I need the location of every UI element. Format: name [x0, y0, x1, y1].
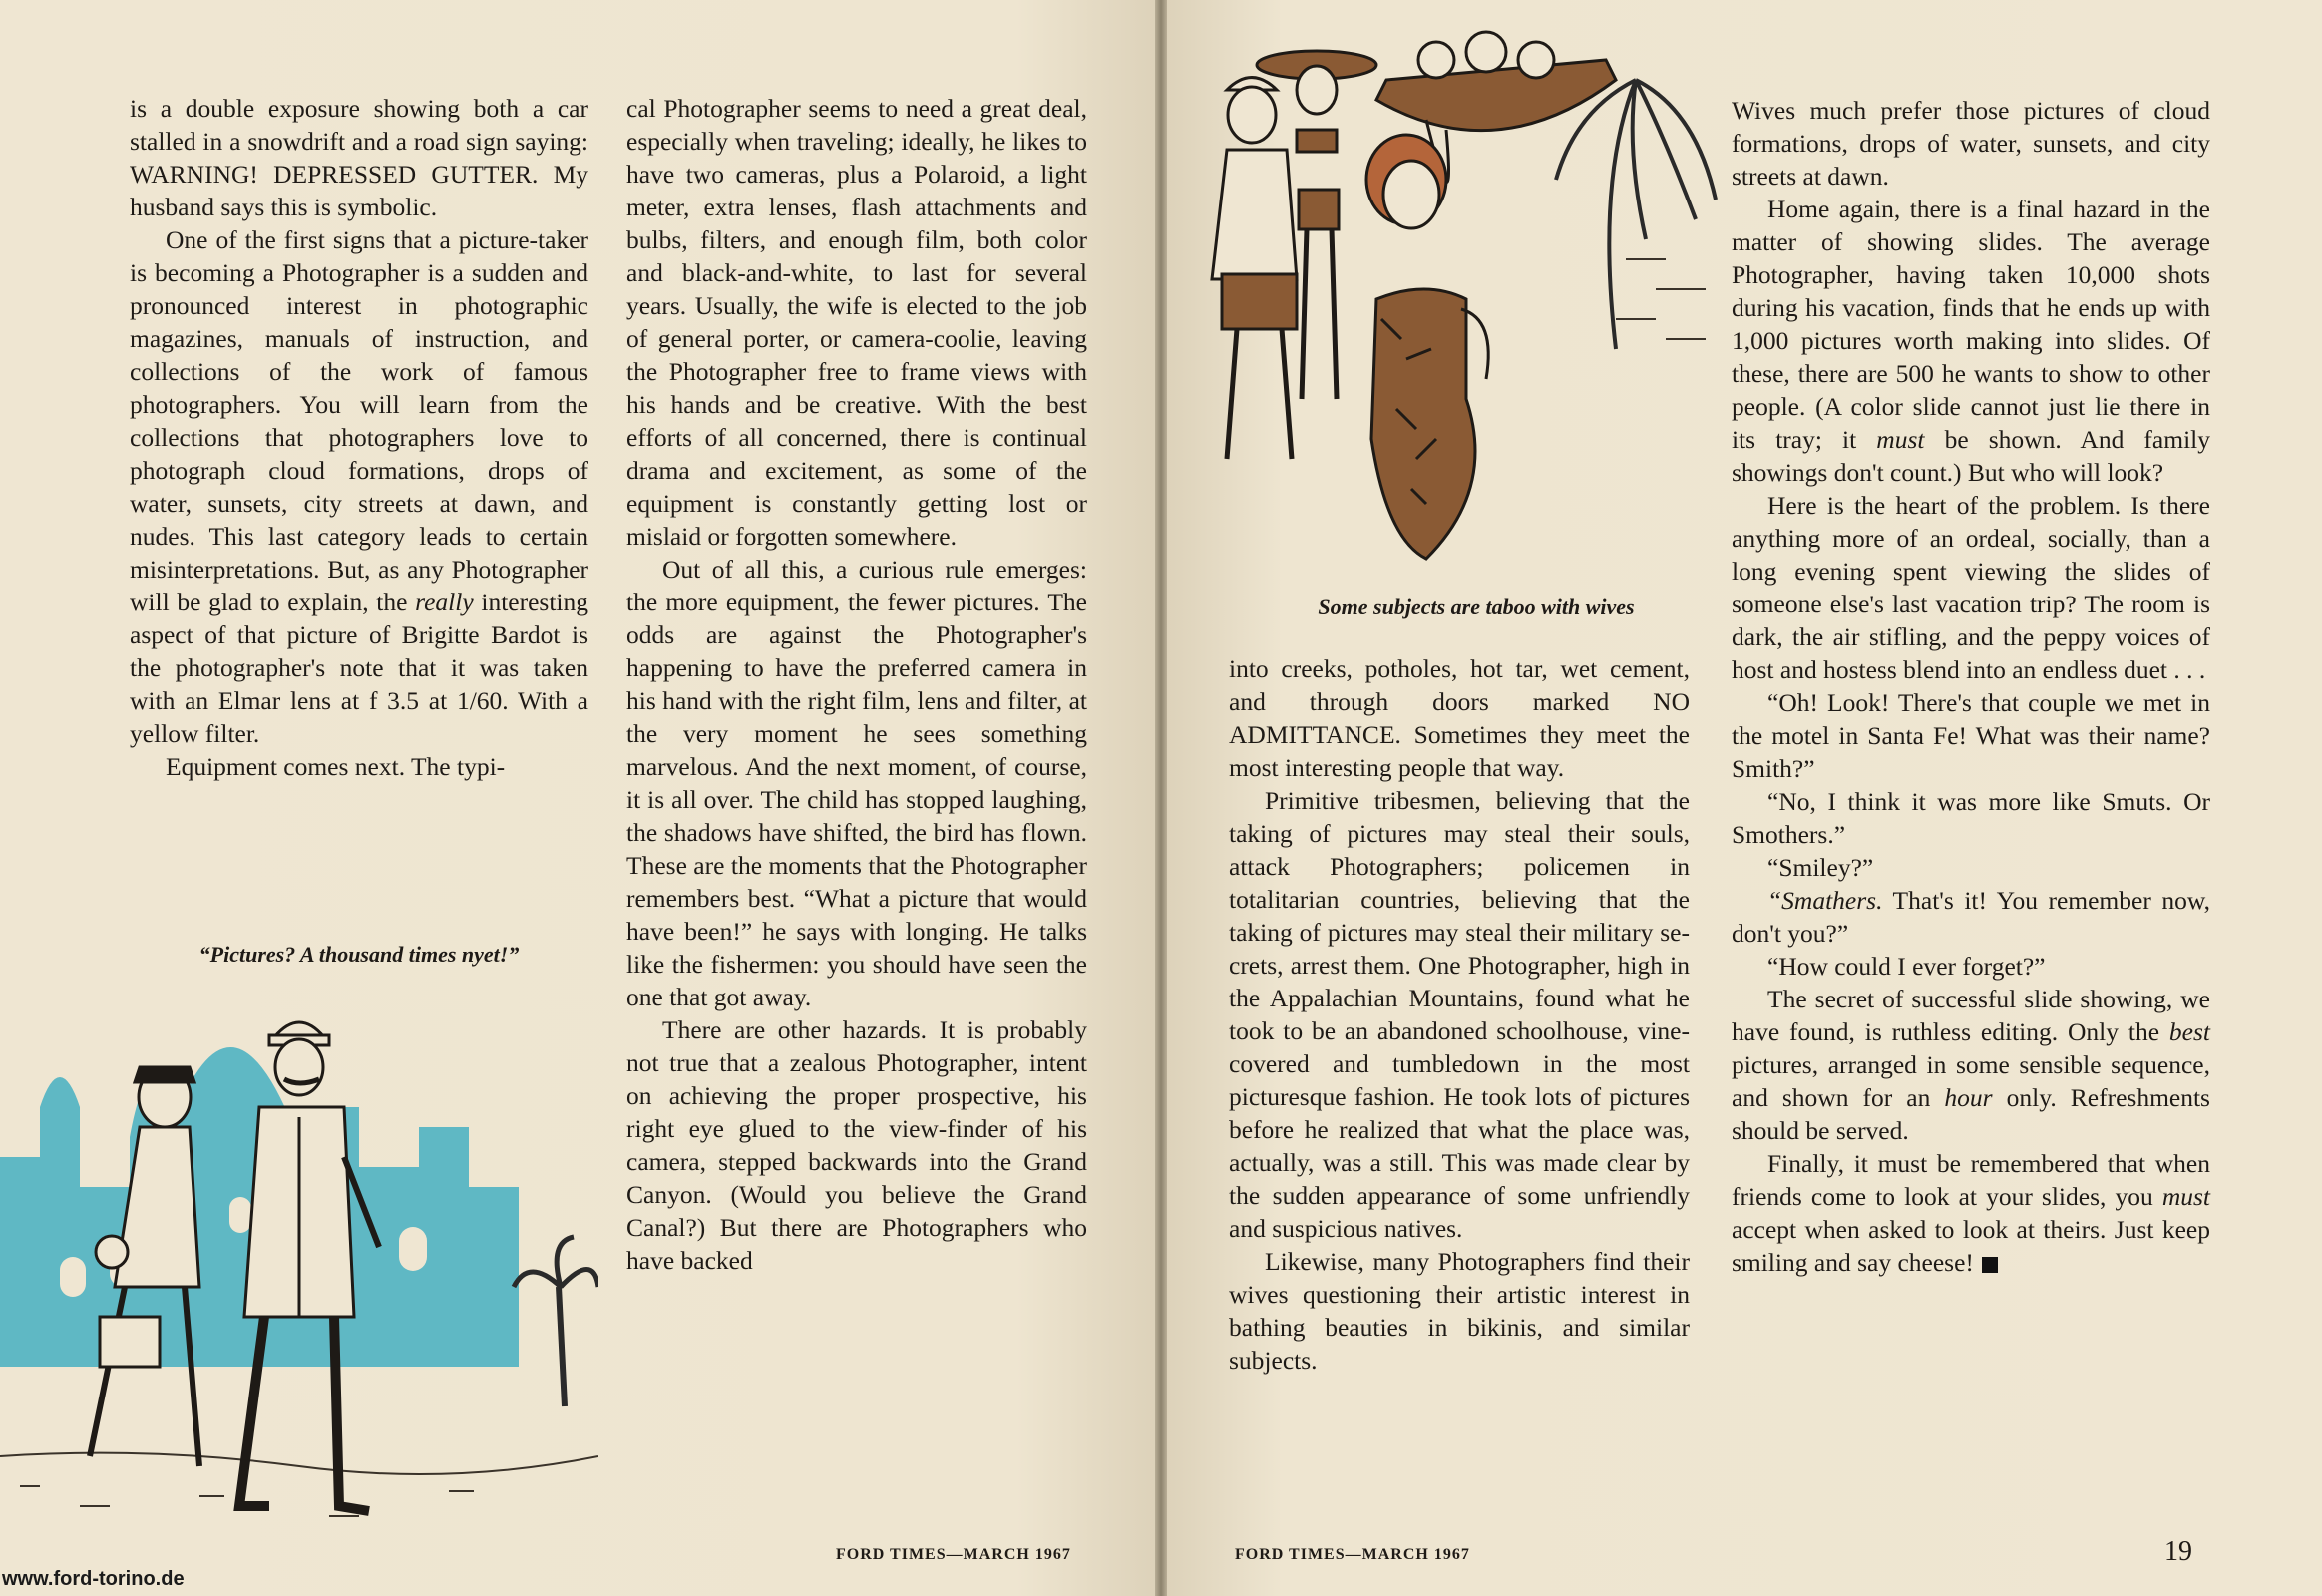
paragraph: Here is the heart of the problem. Is there anything more of an ordeal, socially, than a long evening spent viewing the slides of someone else's last vacation trip? The room is dark, the air stifling, and the peppy voices of host and hostess blend into an endless duet . . .	[1732, 491, 2210, 684]
window-arch	[399, 1227, 427, 1271]
paragraph: Primitive tribesmen, believing that the taking of pictures may steal their souls, attack Photographers; policemen in totalitarian countries, believing that the taking of pictures may steal their military secrets, arrest them. One Photographer, high in the Appalachian Mountains, found what he took to be an abandoned schoolhouse, vine-covered and tumbledown in the most picturesque fashion. He took lots of pictures before he realized that what the place was, actually, was a still. This was made clear by the sudden appearance of some unfriendly and suspicious natives.	[1229, 786, 1690, 1243]
text-run: be shown. And family showings don't count.) But who will look?	[1732, 425, 2210, 487]
end-of-article-mark	[1982, 1257, 1998, 1273]
emphasis: must	[2161, 1182, 2210, 1211]
right-column-2	[1732, 94, 2210, 1279]
illustration-caption: Some subjects are taboo with wives	[1318, 595, 1635, 619]
fruit	[1518, 42, 1554, 78]
beach-photographer-illustration	[1197, 20, 1755, 589]
watermark: www.ford-torino.de	[2, 1568, 185, 1590]
palm-fronds	[514, 1237, 598, 1287]
palm-trunk	[559, 1287, 565, 1406]
photographer-and-guard-illustration	[0, 988, 598, 1556]
paragraph: Out of all this, a curious rule emerges: the more equipment, the fewer pictures. The odds are against the Photographer's happening to have the preferred camera in his hand with the right film, lens and filter, at the very moment he sees something marvelous. And the next moment, of course, it is all over. The child has stopped laughing, the shadows have shifted, the bird has flown. These are the moments that the Photographer remembers best. “What a picture that would have been!” he says with longing. He talks like the fishermen: you should have seen the one that got away.	[626, 555, 1087, 1011]
window-arch	[60, 1257, 86, 1297]
paragraph	[130, 223, 588, 750]
paragraph: into creeks, potholes, hot tar, wet cement, and through doors marked NO ADMITTANCE. Sometimes they meet the most interesting people that way.	[1229, 654, 1690, 782]
left-page	[0, 0, 1155, 1596]
traveler-figure	[90, 1067, 199, 1466]
emphasis: hour	[1944, 1083, 1993, 1112]
paragraph: cal Photographer seems to need a great deal, especially when traveling; ideally, he likes to have two cameras, plus a Polaroid, a light meter, extra lenses, flash attachments and bulbs, filters, and enough film, both color and black-and-white, to last for several years. Usually, the wife is elected to the job of general porter, or camera-coolie, leaving the Photographer free to frame views with his hands and be creative. With the best efforts of all concerned, there is continual drama and excitement, as some of the equipment is constantly getting lost or mislaid or forgotten somewhere.	[626, 94, 1087, 551]
paragraph	[1732, 983, 2210, 1147]
paragraph: “No, I think it was more like Smuts. Or Smothers.”	[1732, 787, 2210, 849]
right-page	[1167, 0, 2322, 1596]
paragraph: “How could I ever forget?”	[1767, 952, 2046, 981]
emphasis: best	[2168, 1017, 2210, 1046]
woman-figure	[1366, 120, 1488, 559]
text-run: That's it! You remember now, don't you?”	[1732, 886, 2210, 948]
page-number: 19	[2164, 1536, 2192, 1567]
text-run: accept when asked to look at theirs. Just keep smiling and say cheese!	[1732, 1215, 2210, 1277]
paragraph: There are other hazards. It is probably not true that a zealous Photographer, intent on achieving the proper prospective, his right eye glued to the view-finder of his camera, stepped backwards into the Grand Canyon. (Would you believe the Grand Canal?) But there are Photographers who have backed	[626, 1015, 1087, 1275]
text-run: interesting aspect of that picture of Brigitte Bardot is the photographer's note that it was taken with an Elmar lens at f 3.5 at 1/60. With a yellow filter.	[130, 588, 589, 748]
text-run: pictures, arranged in some sensible sequence, and shown for an	[1732, 1050, 2210, 1112]
paragraph: is a double exposure showing both a car stalled in a snowdrift and a road sign saying: WARNING! DEPRESSED GUTTER. My husband says this is symbolic.	[130, 94, 588, 221]
text-run: The secret of successful slide showing, we have found, is ruthless editing. Only the	[1732, 985, 2210, 1046]
tourist-photographer-figure	[1212, 78, 1297, 460]
water-lines	[1616, 259, 1706, 339]
window-arch	[229, 1197, 251, 1233]
paragraph	[1732, 1147, 2210, 1279]
text-run: Finally, it must be remembered that when friends come to look at your slides, you	[1732, 1149, 2210, 1211]
fruit	[1466, 32, 1506, 72]
paragraph	[1732, 884, 2210, 950]
page-footer: FORD TIMES—MARCH 1967	[1235, 1546, 1470, 1563]
text-run: Home again, there is a final hazard in the matter of showing slides. The average Photographer, having taken 10,000 shots during his vacation, finds that he ends up with 1,000 pictures worth making into slides. Of these, there are 500 he wants to show to other people. (A color slide cannot just lie there in its tray; it	[1732, 195, 2210, 454]
illustration-caption: “Pictures? A thousand times nyet!”	[198, 942, 520, 967]
paragraph	[1732, 193, 2210, 489]
emphasis: “Smathers.	[1767, 886, 1883, 915]
emphasis: must	[1876, 425, 1925, 454]
paragraph: “Oh! Look! There's that couple we met in the motel in Santa Fe! What was their name? Smith?”	[1732, 688, 2210, 783]
paragraph: Equipment comes next. The typi-	[166, 752, 506, 781]
left-column-1	[130, 92, 588, 783]
paragraph: Wives much prefer those pictures of cloud formations, drops of water, sunsets, and city streets at dawn.	[1732, 96, 2210, 191]
paragraph: Likewise, many Photographers find their wives questioning their artistic interest in bathing beauties in bikinis, and similar subjects.	[1229, 1247, 1690, 1375]
left-column-2	[626, 92, 1087, 1277]
paragraph: “Smiley?”	[1767, 853, 1874, 882]
emphasis: really	[415, 588, 474, 616]
page-footer: FORD TIMES—MARCH 1967	[836, 1546, 1071, 1563]
text-run: One of the first signs that a picture-taker is becoming a Photographer is a sudden and pronounced interest in photographic magazines, manuals of instruction, and collections of the work of famous photographers. You will learn from the collections that photographers love to photograph cloud formations, drops of water, sunsets, city streets at dawn, and nudes. This last category leads to certain misinterpretations. But, as any Photographer will be glad to explain, the	[130, 225, 588, 616]
fruit	[1418, 42, 1454, 78]
book-gutter	[1155, 0, 1167, 1596]
right-column-1	[1229, 652, 1690, 1377]
text-run: only. Refreshments should be served.	[1732, 1083, 2210, 1145]
